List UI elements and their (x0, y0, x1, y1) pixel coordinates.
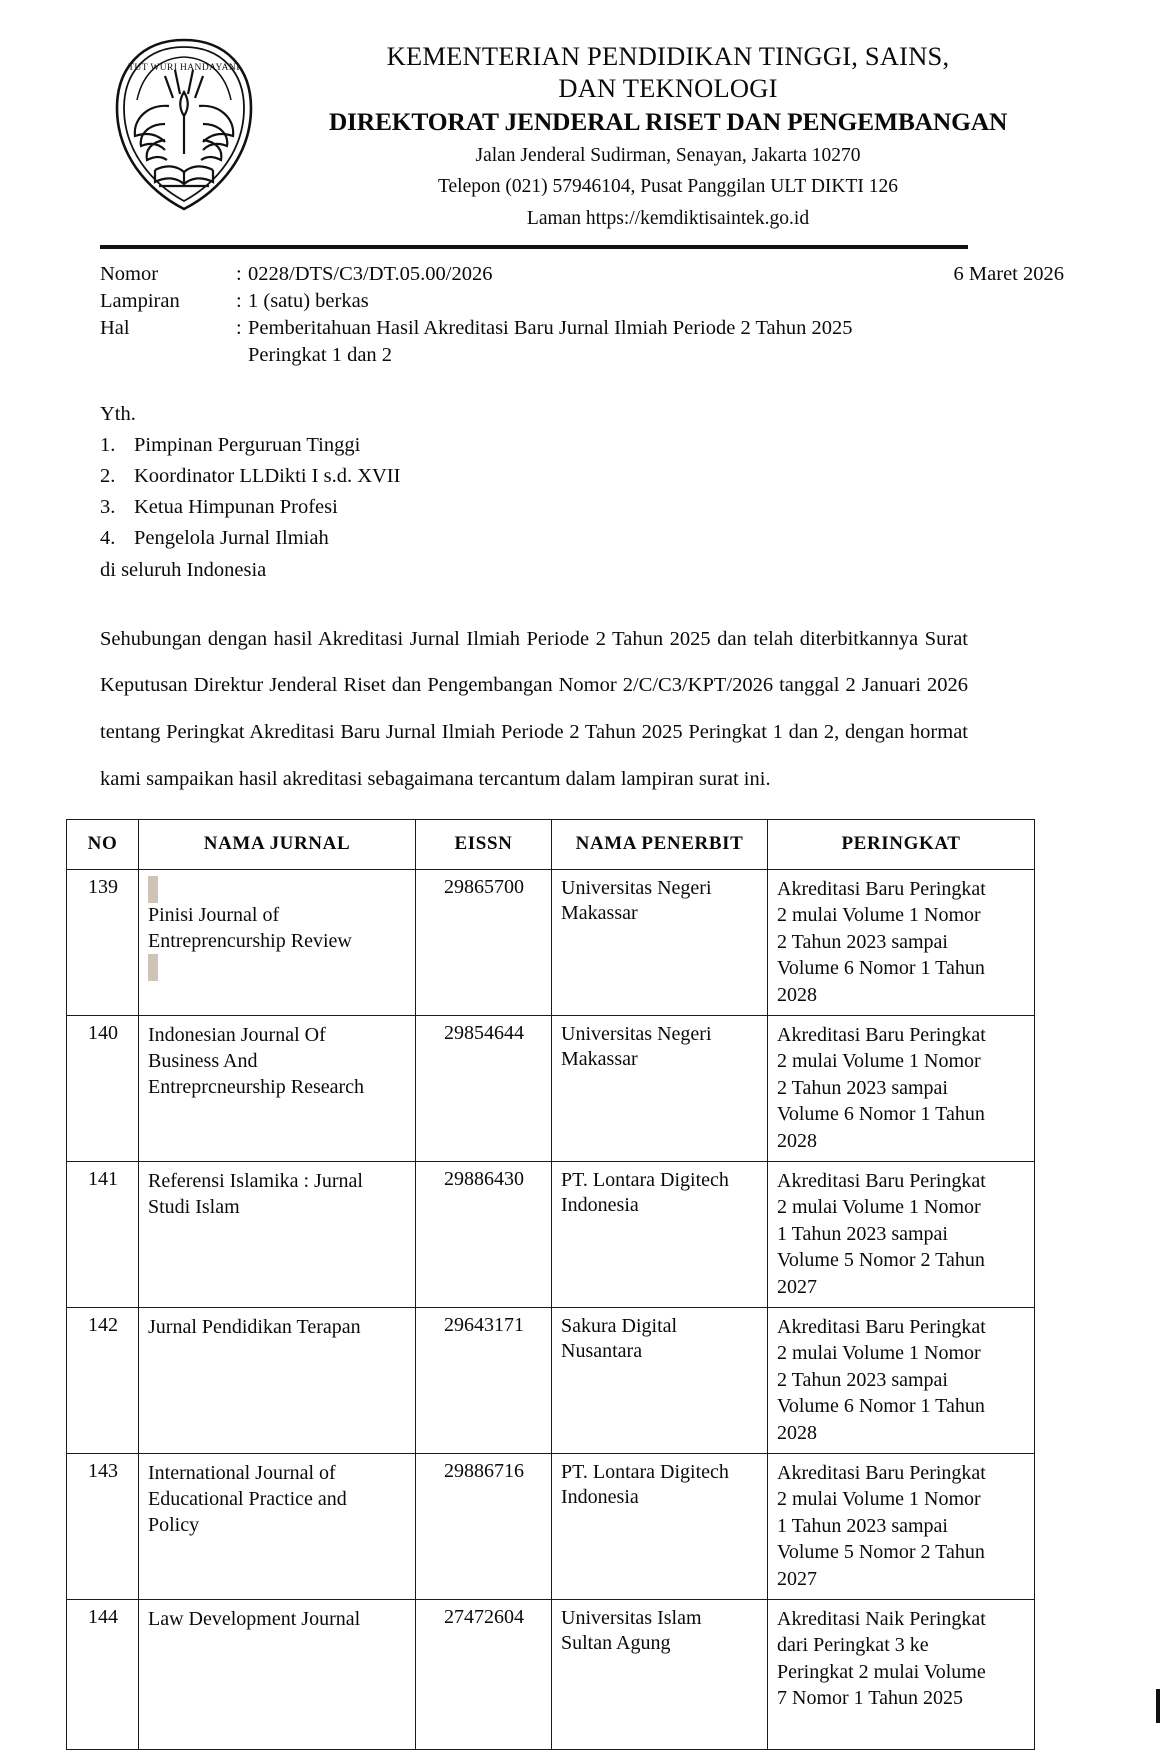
recipient-number: 3. (100, 496, 116, 519)
peringkat-line: 2 Tahun 2023 sampai (777, 1076, 948, 1099)
cell-no: 143 (67, 1453, 139, 1599)
nomor-value: 0228/DTS/C3/DT.05.00/2026 (248, 262, 493, 285)
peringkat-line: Akreditasi Baru Peringkat (777, 877, 986, 900)
cell-peringkat (768, 1453, 1035, 1599)
journal-name-line: Jurnal Pendidikan Terapan (148, 1315, 361, 1338)
publisher-line: Sultan Agung (561, 1632, 671, 1655)
publisher-line: Universitas Negeri (561, 1022, 712, 1045)
cell-peringkat (768, 1599, 1035, 1749)
journal-name-line: Law Development Journal (148, 1607, 361, 1630)
peringkat-line: Volume 6 Nomor 1 Tahun (777, 1395, 985, 1418)
journal-name-line: Indonesian Journal Of (148, 1023, 326, 1046)
cell-nama-jurnal (139, 869, 416, 1015)
recipient-label: Koordinator LLDikti I s.d. XVII (134, 465, 401, 488)
recipient-number: 2. (100, 465, 116, 488)
cell-nama-penerbit (552, 1307, 768, 1453)
recipient-item (100, 523, 1068, 554)
hal-label: Hal (100, 316, 130, 339)
publisher-line: Indonesia (561, 1194, 639, 1217)
cell-nama-jurnal (139, 1161, 416, 1307)
peringkat-line: 2028 (777, 1130, 817, 1152)
journal-accreditation-table (66, 819, 1034, 1750)
table-row[interactable] (67, 1307, 1035, 1453)
cell-eissn: 29886430 (416, 1161, 552, 1307)
cell-nama-jurnal (139, 1453, 416, 1599)
cell-eissn: 29854644 (416, 1015, 552, 1161)
garuda-tut-wuri-handayani-crest-icon (100, 30, 268, 214)
journal-name-line: Policy (148, 1513, 200, 1536)
journal-name-line: Studi Islam (148, 1195, 240, 1218)
recipient-number: 4. (100, 527, 116, 550)
nomor-colon: : (236, 262, 242, 285)
publisher-line: Makassar (561, 902, 638, 925)
peringkat-line: 2 mulai Volume 1 Nomor (777, 1050, 981, 1073)
body-paragraph: Sehubungan dengan hasil Akreditasi Jurnal Ilmiah Periode 2 Tahun 2025 dan telah diterbitkannya Surat Keputusan Direktur Jenderal Riset dan Pengembangan Nomor 2/C/C3/KPT/2026 tanggal 2 Januari 2026 tentang Peringkat Akreditasi Baru Jurnal Ilmiah Periode 2 Tahun 2025 Peringkat 1 dan 2, dengan hormat kami sampaikan hasil akreditasi sebagaimana tercantum dalam lampiran surat ini. (100, 627, 968, 790)
column-header-eissn: EISSN (416, 819, 552, 869)
peringkat-line: 2 mulai Volume 1 Nomor (777, 1488, 981, 1511)
ministry-line-2: DAN TEKNOLOGI (558, 73, 778, 104)
cell-nama-jurnal (139, 1015, 416, 1161)
cell-no: 140 (67, 1015, 139, 1161)
journal-name-line: International Journal of (148, 1461, 336, 1484)
peringkat-line: Volume 6 Nomor 1 Tahun (777, 1103, 985, 1126)
letter-meta (100, 261, 1068, 369)
peringkat-line: Akreditasi Baru Peringkat (777, 1023, 986, 1046)
table-row[interactable] (67, 1599, 1035, 1749)
peringkat-line: Akreditasi Baru Peringkat (777, 1315, 986, 1338)
lampiran-colon: : (236, 289, 242, 312)
table-header-row (67, 819, 1035, 869)
peringkat-line: 1 Tahun 2023 sampai (777, 1222, 948, 1245)
table-row[interactable] (67, 1015, 1035, 1161)
header-divider (100, 245, 968, 249)
cell-nama-penerbit (552, 869, 768, 1015)
peringkat-line: 2028 (777, 984, 817, 1007)
directorate-line: DIREKTORAT JENDERAL RISET DAN PENGEMBANGAN (328, 106, 1008, 136)
publisher-line: Universitas Negeri (561, 876, 712, 899)
peringkat-line: Akreditasi Naik Peringkat (777, 1607, 986, 1630)
journal-name-line: Educational Practice and (148, 1487, 347, 1510)
recipient-label: Pimpinan Perguruan Tinggi (134, 433, 361, 456)
publisher-line: PT. Lontara Digitech (561, 1460, 729, 1483)
publisher-line: Sakura Digital (561, 1314, 678, 1337)
publisher-line: Nusantara (561, 1340, 643, 1363)
peringkat-line: 2027 (777, 1275, 817, 1298)
peringkat-line: dari Peringkat 3 ke (777, 1634, 929, 1657)
table-row[interactable] (67, 1161, 1035, 1307)
cell-no: 139 (67, 869, 139, 1015)
cell-nama-penerbit (552, 1161, 768, 1307)
hal-value-continued: Peringkat 1 dan 2 (248, 343, 393, 366)
peringkat-line: 1 Tahun 2023 sampai (777, 1514, 948, 1537)
hal-colon: : (236, 316, 242, 339)
meta-row-hal (100, 315, 1068, 342)
journal-name-line: Entreprencurship Review (148, 929, 352, 952)
cell-eissn: 29886716 (416, 1453, 552, 1599)
cell-no: 141 (67, 1161, 139, 1307)
publisher-line: Indonesia (561, 1486, 639, 1509)
cell-nama-jurnal (139, 1307, 416, 1453)
publisher-line: PT. Lontara Digitech (561, 1168, 729, 1191)
lampiran-label: Lampiran (100, 289, 180, 312)
cell-no: 142 (67, 1307, 139, 1453)
phone-line: Telepon (021) 57946104, Pusat Panggilan ULT DIKTI 126 (437, 176, 899, 198)
recipient-item (100, 492, 1068, 523)
peringkat-line: 2 Tahun 2023 sampai (777, 1368, 948, 1391)
publisher-line: Makassar (561, 1048, 638, 1071)
table-row[interactable] (67, 1453, 1035, 1599)
scan-edge-mark (1156, 1689, 1160, 1723)
journal-name-line: Entreprcneurship Research (148, 1075, 365, 1098)
table-row[interactable] (67, 869, 1035, 1015)
journal-name-line: Referensi Islamika : Jurnal (148, 1169, 363, 1192)
peringkat-line: Volume 5 Nomor 2 Tahun (777, 1541, 985, 1564)
lampiran-value: 1 (satu) berkas (248, 289, 369, 312)
address-line: Jalan Jenderal Sudirman, Senayan, Jakarta 10270 (475, 144, 861, 166)
cell-peringkat (768, 1161, 1035, 1307)
column-header-no: NO (67, 819, 139, 869)
recipient-item (100, 430, 1068, 461)
cell-nama-penerbit (552, 1599, 768, 1749)
letterhead (0, 0, 1168, 233)
peringkat-line: Volume 5 Nomor 2 Tahun (777, 1249, 985, 1272)
recipient-label: Ketua Himpunan Profesi (134, 496, 338, 519)
cell-nama-penerbit (552, 1015, 768, 1161)
column-header-nama-jurnal: NAMA JURNAL (139, 819, 416, 869)
peringkat-line: Peringkat 2 mulai Volume (777, 1660, 986, 1683)
hal-value: Pemberitahuan Hasil Akreditasi Baru Jurnal Ilmiah Periode 2 Tahun 2025 (248, 316, 853, 339)
recipient-block (100, 399, 1068, 586)
cell-peringkat (768, 1015, 1035, 1161)
cell-nama-penerbit (552, 1453, 768, 1599)
cell-peringkat (768, 1307, 1035, 1453)
cell-eissn: 29865700 (416, 869, 552, 1015)
recipient-label: Pengelola Jurnal Ilmiah (134, 527, 329, 550)
column-header-peringkat: PERINGKAT (768, 819, 1035, 869)
peringkat-line: Akreditasi Baru Peringkat (777, 1461, 986, 1484)
cell-nama-jurnal (139, 1599, 416, 1749)
recipient-item (100, 461, 1068, 492)
peringkat-line: 2028 (777, 1421, 817, 1444)
publisher-line: Universitas Islam (561, 1606, 702, 1629)
cell-peringkat (768, 869, 1035, 1015)
meta-row-lampiran (100, 288, 1068, 315)
cell-eissn: 27472604 (416, 1599, 552, 1749)
peringkat-line: 2 mulai Volume 1 Nomor (777, 1342, 981, 1365)
letterhead-text (268, 30, 1068, 233)
svg-text:TUT WURI HANDAYANI: TUT WURI HANDAYANI (128, 63, 240, 73)
peringkat-line: 2 mulai Volume 1 Nomor (777, 904, 981, 927)
nomor-label: Nomor (100, 262, 159, 285)
letter-date: 6 Maret 2026 (953, 262, 1064, 285)
recipient-footer: di seluruh Indonesia (100, 558, 267, 581)
peringkat-line: 2027 (777, 1567, 817, 1590)
peringkat-line: 7 Nomor 1 Tahun 2025 (777, 1687, 963, 1710)
peringkat-line: 2 mulai Volume 1 Nomor (777, 1196, 981, 1219)
ministry-line-1: KEMENTERIAN PENDIDIKAN TINGGI, SAINS, (386, 41, 950, 71)
salutation: Yth. (100, 402, 136, 425)
peringkat-line: 2 Tahun 2023 sampai (777, 930, 948, 953)
meta-row-nomor (100, 261, 1068, 288)
cell-no: 144 (67, 1599, 139, 1749)
column-header-nama-penerbit: NAMA PENERBIT (552, 819, 768, 869)
peringkat-line: Akreditasi Baru Peringkat (777, 1169, 986, 1192)
journal-name-line: Pinisi Journal of (148, 903, 280, 926)
peringkat-line: Volume 6 Nomor 1 Tahun (777, 957, 985, 980)
journal-name-line: Business And (148, 1049, 258, 1072)
highlighted-journal-name (148, 876, 407, 981)
cell-eissn: 29643171 (416, 1307, 552, 1453)
website-line: Laman https://kemdiktisaintek.go.id (526, 207, 810, 229)
table-body (67, 869, 1035, 1749)
recipient-number: 1. (100, 433, 116, 456)
